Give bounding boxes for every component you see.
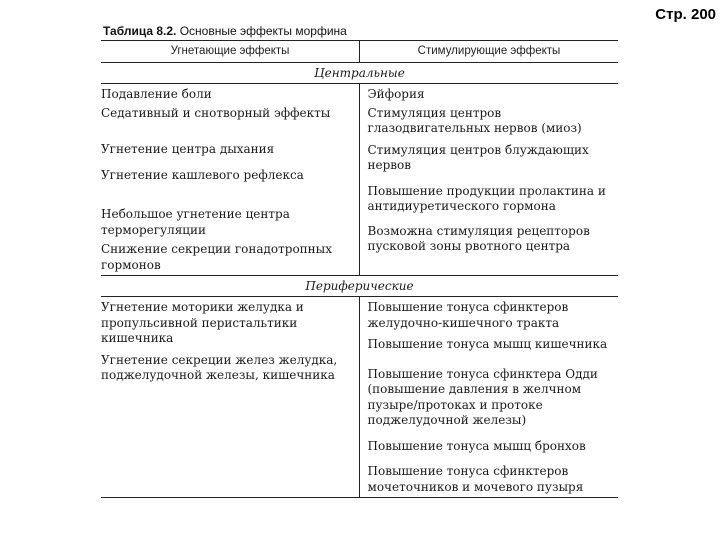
section-central-heading: Центральные xyxy=(101,63,618,84)
table-cell: Стимуляция центров глазодвигательных нервов (миоз) xyxy=(367,105,582,135)
table-cell: Угнетение кашлевого рефлекса xyxy=(101,167,304,182)
table-title-number: Таблица 8.2. xyxy=(103,24,177,38)
table-cell: Возможна стимуляция рецепторов пусковой зоны рвотного центра xyxy=(367,223,590,253)
table-cell: Повышение тонуса сфинктеров желудочно-кишечного тракта xyxy=(367,300,569,330)
page-number: Стр. 200 xyxy=(655,6,716,23)
table-cell: Повышение тонуса сфинктера Одди (повышение давления в желчном пузыре/протоках и протоке поджелудочной железы) xyxy=(367,366,598,427)
effects-table xyxy=(101,40,618,498)
header-stimulant-effects: Стимулирующие эффекты xyxy=(417,45,561,57)
table-cell: Угнетение секреции желез желудка, поджелудочной железы, кишечника xyxy=(101,352,338,382)
header-depressant-effects: Угнетающие эффекты xyxy=(101,41,360,62)
table-cell: Повышение тонуса мышц бронхов xyxy=(367,438,586,453)
central-stimulant-column xyxy=(360,84,619,275)
table-title-text: Основные эффекты морфина xyxy=(179,24,347,38)
section-central xyxy=(101,84,618,276)
table-cell: Стимуляция центров блуждающих нервов xyxy=(367,142,589,172)
table-cell: Угнетение центра дыхания xyxy=(101,142,275,156)
table-cell: Повышение тонуса сфинктеров мочеточников и мочевого пузыря xyxy=(367,464,584,494)
peripheral-depressant-column xyxy=(101,297,360,497)
table-cell: Подавление боли xyxy=(101,87,212,101)
table-cell: Седативный и снотворный эффекты xyxy=(101,105,331,120)
table-cell: Повышение тонуса мышц кишечника xyxy=(367,337,608,351)
peripheral-stimulant-column xyxy=(360,297,619,497)
section-peripheral xyxy=(101,297,618,497)
table-cell: Угнетение моторики желудка и пропульсивной перистальтики кишечника xyxy=(101,300,304,345)
table-title xyxy=(103,24,347,38)
table-cell: Небольшое угнетение центра терморегуляции xyxy=(101,207,290,237)
table-cell: Повышение продукции пролактина и антидиуретического гормона xyxy=(367,183,606,213)
table-header-row xyxy=(101,41,618,63)
table-cell: Эйфория xyxy=(367,87,425,101)
section-peripheral-heading: Периферические xyxy=(101,276,618,297)
table-cell: Снижение секреции гонадотропных гормонов xyxy=(101,242,332,272)
central-depressant-column xyxy=(101,84,360,275)
